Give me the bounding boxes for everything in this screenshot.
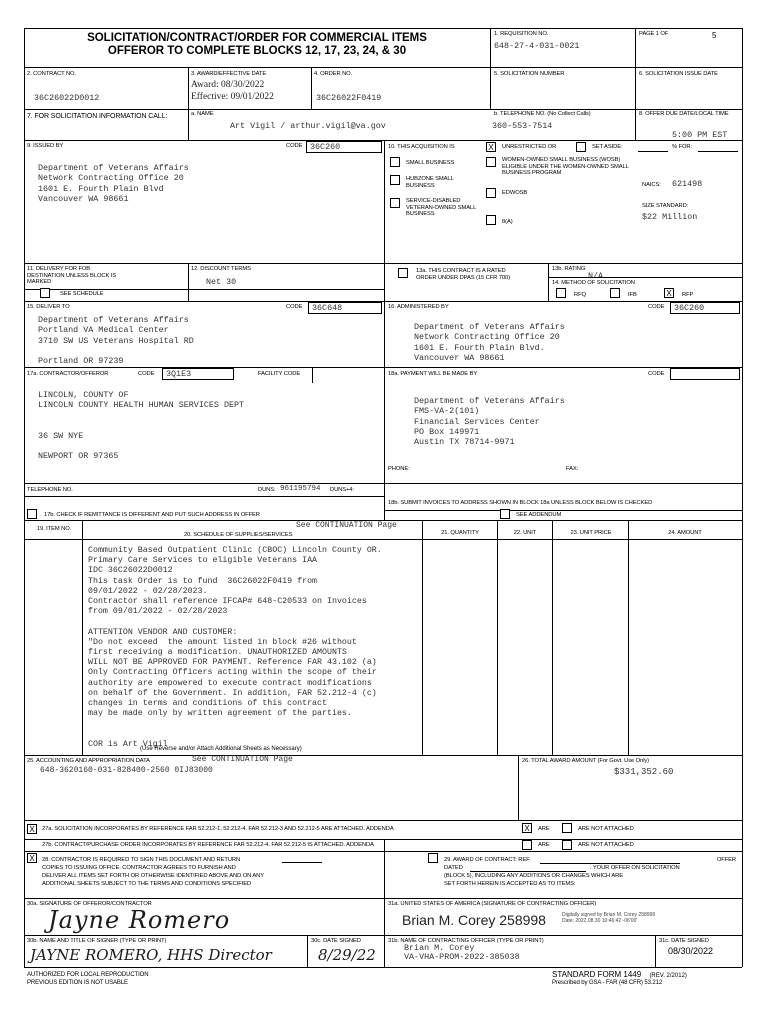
payment-fax-label: FAX: xyxy=(566,466,579,472)
address-line: Financial Services Center xyxy=(414,416,540,427)
form-title xyxy=(24,32,490,58)
setaside-label: SET ASIDE: xyxy=(592,144,623,150)
clause-28-text xyxy=(42,856,264,888)
clause-27b-text: 27b. CONTRACT/PURCHASE ORDER INCORPORATES BY REFERENCE FAR 52.212-4. FAR 52.212-5 IS ATTACHED. ADDENDA xyxy=(42,842,374,848)
27b-are-not-label: ARE NOT ATTACHED xyxy=(578,842,634,848)
address-line: NEWPORT OR 97365 xyxy=(38,450,119,461)
duns-plus-label: DUNS+4: xyxy=(330,487,354,493)
see-schedule-checkbox[interactable] xyxy=(40,288,50,298)
footer-form-number xyxy=(552,970,687,979)
address-line: FMS-VA-2(101) xyxy=(414,406,480,417)
hubzone-checkbox[interactable] xyxy=(390,175,400,185)
size-standard-label: SIZE STANDARD: xyxy=(642,203,689,209)
clause-27a-text: 27a. SOLICITATION INCORPORATES BY REFERENCE FAR 52.212-1, 52.212-4. FAR 52.212-3 AND 52.212-5 ARE ATTACHED. ADDENDA xyxy=(42,826,394,832)
address-line: Vancouver WA 98661 xyxy=(414,352,505,363)
clause-28-line: DELIVER ALL ITEMS SET FORTH OR OTHERWISE IDENTIFIED ABOVE AND ON ANY xyxy=(42,873,265,879)
page-total: 5 xyxy=(712,31,717,40)
sdvosb-checkbox[interactable] xyxy=(390,198,400,208)
clause-28-line: COPIES TO ISSUING OFFICE. CONTRACTOR AGREES TO FURNISH AND xyxy=(42,865,236,871)
duns-label: DUNS: xyxy=(258,487,276,493)
contractor-code-value: 3Q1E3 xyxy=(162,368,234,380)
form-title-line2: OFFEROR TO COMPLETE BLOCKS 12, 17, 23, 24, & 30 xyxy=(107,45,407,57)
footer-left xyxy=(27,971,149,987)
sdvosb-label: SERVICE-DISABLED VETERAN-OWNED SMALL BUSINESS xyxy=(406,198,477,218)
ifb-checkbox[interactable] xyxy=(610,288,620,298)
hubzone-label: HUBZONE SMALL BUSINESS xyxy=(406,176,454,189)
setaside-checkbox[interactable] xyxy=(576,142,586,152)
contract-no-label: 2. CONTRACT NO. xyxy=(27,71,76,77)
pct-for-label: % FOR: xyxy=(672,144,693,150)
deliver-code-value: 36C648 xyxy=(308,302,382,314)
address-line: Department of Veterans Affairs xyxy=(414,396,565,406)
officer-name-label: 31b. NAME OF CONTRACTING OFFICER (TYPE OR PRINT) xyxy=(388,938,544,944)
administered-by-address xyxy=(414,322,565,363)
info-call-label: 7. FOR SOLICITATION INFORMATION CALL: xyxy=(27,113,168,120)
address-line xyxy=(38,411,244,421)
issued-code-value: 36C260 xyxy=(306,141,382,153)
rfp-checkbox[interactable]: X xyxy=(664,288,674,298)
contractor-telephone-label: TELEPHONE NO. xyxy=(27,487,73,493)
addendum-label: SEE ADDENDUM xyxy=(516,512,562,518)
solicitation-number-label: 5. SOLICITATION NUMBER xyxy=(494,71,565,77)
amount-header: 24. AMOUNT xyxy=(668,530,702,536)
27b-are-not-checkbox[interactable] xyxy=(562,840,572,850)
acquisition-label: 10. THIS ACQUISITION IS xyxy=(388,144,455,150)
address-line xyxy=(38,346,194,356)
schedule-description: Community Based Outpatient Clinic (CBOC) Lincoln County OR. Primary Care Services to eligible Veterans IAA IDC 36C26022D0012 This task Order is to fund 36C26022F0419 from 09/01/2022 - 02/28/2023. Contractor shall reference IFCAP# 648-C20533 on Invoices from 09/01/2022 - 02/28/2023 ATTENTION VENDOR AND CUSTOMER: "Do not exceed the amount listed in block #26 without first receiving a modification. UNAUTHORIZED AMOUNTS WILL NOT BE APPROVED FOR PAYMENT. Reference FAR 43.102 (a) Only Contracting Officers acting within the scope of their authority are empowered to execute contract modifications on behalf of the Government. In addition, FAR 52.212-4 (c) changes in terms and conditions of this contract may be made only by written agreement of the parties. COR is Art Vigil xyxy=(88,546,382,749)
form-title-line1: SOLICITATION/CONTRACT/ORDER FOR COMMERCIAL ITEMS xyxy=(87,32,427,44)
duns-value: 961195794 xyxy=(280,485,321,493)
ifb-label: IFB xyxy=(628,292,637,298)
unit-header: 22. UNIT xyxy=(513,530,537,536)
signer-name-value: JAYNE ROMERO, HHS Director xyxy=(30,946,272,964)
contractor-address xyxy=(38,390,244,461)
payment-label: 18a. PAYMENT WILL BE MADE BY xyxy=(388,371,478,377)
date-signed-30c-label: 30c. DATE SIGNED xyxy=(311,938,361,944)
clause-27a-checkbox[interactable]: X xyxy=(27,824,37,834)
offeror-signature: Jayne Romero xyxy=(48,906,231,934)
payment-code-box xyxy=(670,368,740,380)
small-business-label: SMALL BUSINESS xyxy=(406,160,455,166)
page-label: PAGE 1 OF xyxy=(639,31,669,37)
deliver-to-label: 15. DELIVER TO xyxy=(27,304,70,310)
name-label: a. NAME xyxy=(191,111,214,117)
8a-checkbox[interactable] xyxy=(486,215,496,225)
issued-by-address xyxy=(38,163,189,204)
27b-are-label: ARE xyxy=(538,842,550,848)
address-line: Network Contracting Office 20 xyxy=(38,173,184,184)
addendum-checkbox[interactable] xyxy=(500,509,510,519)
27b-are-checkbox[interactable] xyxy=(522,840,532,850)
quantity-header: 21. QUANTITY xyxy=(441,530,479,536)
naics-label: NAICS: xyxy=(642,182,661,188)
clause-29-text xyxy=(444,856,740,888)
address-line xyxy=(38,441,244,451)
total-award-label: 26. TOTAL AWARD AMOUNT (For Govt. Use Only) xyxy=(522,758,650,764)
accounting-label: 25. ACCOUNTING AND APPROPRIATION DATA xyxy=(27,758,150,764)
clause-29-ref: 29. AWARD OF CONTRACT: REF. xyxy=(444,857,531,863)
address-line: Network Contracting Office 20 xyxy=(414,332,560,343)
date-signed-31c-value: 08/30/2022 xyxy=(668,946,714,956)
address-line: 1601 E. Fourth Plain Blvd. xyxy=(414,342,545,353)
officer-signature: Brian M. Corey 258998 xyxy=(402,912,546,928)
address-line: LINCOLN, COUNTY OF xyxy=(38,390,129,400)
submit-invoices-label: 18b. SUBMIT INVOICES TO ADDRESS SHOWN IN BLOCK 18a UNLESS BLOCK BELOW IS CHECKED xyxy=(388,500,653,506)
footer-line: AUTHORIZED FOR LOCAL REPRODUCTION xyxy=(27,972,149,978)
rating-value: N/A xyxy=(588,271,604,281)
date-signed-30c-value: 8/29/22 xyxy=(318,946,376,964)
accounting-value: 648-3620160-031-828400-2560 0IJ83000 xyxy=(40,766,213,775)
footer-form-name: STANDARD FORM 1449 xyxy=(552,970,642,979)
rated-order-label: 13a. THIS CONTRACT IS A RATED ORDER UNDER DPAS (15 CFR 700) xyxy=(416,268,510,281)
accounting-continuation: See CONTINUATION Page xyxy=(192,755,293,764)
wosb-checkbox[interactable] xyxy=(486,157,496,167)
clause-28-line: 28. CONTRACTOR IS REQUIRED TO SIGN THIS DOCUMENT AND RETURN xyxy=(42,857,241,863)
contract-no-value: 36C26022D0012 xyxy=(34,93,100,103)
officer-name-value xyxy=(404,944,520,962)
issued-code-label: CODE xyxy=(286,143,303,149)
admin-code-value: 36C260 xyxy=(670,302,740,314)
officer-name-line: VA-VHA-PROM-2022-385038 xyxy=(404,952,520,962)
requisition-label: 1. REQUISITION NO. xyxy=(494,31,549,37)
remittance-label: 17b. CHECK IF REMITTANCE IS DIFFERENT AND PUT SUCH ADDRESS IN OFFER xyxy=(44,512,260,518)
payment-phone-label: PHONE: xyxy=(388,466,410,472)
small-business-checkbox[interactable] xyxy=(390,157,400,167)
signature-31a-label: 31a. UNITED STATES OF AMERICA (SIGNATURE OF CONTRACTING OFFICER) xyxy=(388,901,597,907)
telephone-label: b. TELEPHONE NO. (No Collect Calls) xyxy=(494,111,591,117)
signature-30a-label: 30a. SIGNATURE OF OFFEROR/CONTRACTOR xyxy=(27,901,152,907)
address-line: Department of Veterans Affairs xyxy=(414,322,565,332)
deliver-code-label: CODE xyxy=(286,304,303,310)
delivery-fob-label: 11. DELIVERY FOR FOB DESTINATION UNLESS BLOCK IS MARKED xyxy=(27,266,116,286)
unrestricted-checkbox[interactable]: X xyxy=(486,142,496,152)
address-line: 36 SW NYE xyxy=(38,430,84,441)
offer-due-label: 8. OFFER DUE DATE/LOCAL TIME xyxy=(639,111,729,117)
edwosb-label: EDWOSB xyxy=(502,190,528,196)
facility-code-label: FACILITY CODE xyxy=(258,371,301,377)
address-line: Austin TX 78714-9971 xyxy=(414,437,515,447)
clause-29-line: SET FORTH HEREIN IS ACCEPTED AS TO ITEMS: xyxy=(444,881,576,887)
address-line xyxy=(38,421,244,431)
reverse-note: (Use Reverse and/or Attach Additional Sheets as Necessary) xyxy=(140,746,302,752)
8a-label: 8(A) xyxy=(502,219,513,225)
issued-by-label: 9. ISSUED BY xyxy=(27,143,64,149)
discount-terms-label: 12. DISCOUNT TERMS xyxy=(191,266,251,272)
item-no-header: 19. ITEM NO. xyxy=(36,526,72,532)
contractor-label: 17a. CONTRACTOR/OFFEROR xyxy=(27,371,109,377)
effective-date-value: Effective: 09/01/2022 xyxy=(191,92,274,102)
rfq-label: RFQ xyxy=(574,292,586,298)
address-line: LINCOLN COUNTY HEALTH HUMAN SERVICES DEPT xyxy=(38,400,245,411)
address-line: 1601 E. Fourth Plain Blvd xyxy=(38,183,164,194)
payment-code-label: CODE xyxy=(648,371,665,377)
officer-name-line: Brian M. Corey xyxy=(404,943,475,953)
award-date-label: 3. AWARD/EFFECTIVE DATE xyxy=(191,71,267,77)
supplies-header: 20. SCHEDULE OF SUPPLIES/SERVICES xyxy=(184,532,293,538)
size-standard-value: $22 Million xyxy=(642,212,698,222)
administered-by-label: 16. ADMINISTERED BY xyxy=(388,304,449,310)
address-line: Department of Veterans Affairs xyxy=(38,315,189,325)
clause-28-line: ADDITIONAL SHEETS SUBJECT TO THE TERMS AND CONDITIONS SPECIFIED xyxy=(42,881,252,887)
27a-are-not-checkbox[interactable] xyxy=(562,823,572,833)
27a-are-not-label: ARE NOT ATTACHED xyxy=(578,826,634,832)
address-line: 3710 SW US Veterans Hospital RD xyxy=(38,335,194,346)
contractor-code-label: CODE xyxy=(138,371,155,377)
edwosb-checkbox[interactable] xyxy=(486,188,496,198)
remittance-checkbox[interactable] xyxy=(27,509,37,519)
clause-29-your: . YOUR OFFER ON SOLICITATION xyxy=(590,865,680,871)
digital-signature-line: Digitally signed by Brian M. Corey 258998 xyxy=(562,912,656,918)
footer-prescribed: Prescribed by GSA - FAR (48 CFR) 53.212 xyxy=(552,980,663,986)
clause-29-dated: DATED xyxy=(444,865,463,871)
wosb-label: WOMEN-OWNED SMALL BUSINESS (WOSB) ELIGIBLE UNDER THE WOMEN-OWNED SMALL BUSINESS PROGRAM xyxy=(502,157,629,177)
supplies-continuation: See CONTINUATION Page xyxy=(296,521,397,530)
see-schedule-label: SEE SCHEDULE xyxy=(60,291,104,297)
order-no-label: 4. ORDER NO. xyxy=(314,71,353,77)
footer-line: PREVIOUS EDITION IS NOT USABLE xyxy=(27,980,128,986)
admin-code-label: CODE xyxy=(648,304,665,310)
name-value: Art Vigil / arthur.vigil@va.gov xyxy=(230,121,386,131)
deliver-to-address xyxy=(38,315,194,366)
method-label: 14. METHOD OF SOLICITATION xyxy=(552,280,635,286)
offer-due-value: 5:00 PM EST xyxy=(672,130,728,140)
address-line: PO Box 149971 xyxy=(414,426,480,437)
naics-value: 621498 xyxy=(672,179,703,189)
unrestricted-label: UNRESTRICTED OR xyxy=(502,144,557,150)
rating-label: 13b. RATING xyxy=(552,266,586,272)
address-line: Portland OR 97239 xyxy=(38,355,124,366)
rfp-label: RFP xyxy=(682,292,694,298)
clause-29-line: (BLOCK 5), INCLUDING ANY ADDITIONS OR CHANGES WHICH ARE xyxy=(444,873,623,879)
requisition-value: 648-27-4-031-0021 xyxy=(494,41,580,51)
address-line: Vancouver WA 98661 xyxy=(38,193,129,204)
rfq-checkbox[interactable] xyxy=(556,288,566,298)
telephone-value: 360-553-7514 xyxy=(492,121,553,131)
unit-price-header: 23. UNIT PRICE xyxy=(570,530,612,536)
clause-28-checkbox[interactable]: X xyxy=(27,853,37,863)
digital-signature-note xyxy=(562,912,655,924)
award-date-value: Award: 08/30/2022 xyxy=(191,80,265,90)
footer-form-rev: (REV. 2/2012) xyxy=(649,973,687,979)
clause-29-offer: OFFER xyxy=(716,857,736,863)
order-no-value: 36C26022F0419 xyxy=(316,93,382,103)
address-line: Department of Veterans Affairs xyxy=(38,163,189,173)
payment-address xyxy=(414,396,565,447)
clause-29-checkbox[interactable] xyxy=(428,853,438,863)
address-line: Portland VA Medical Center xyxy=(38,325,169,336)
date-signed-31c-label: 31c. DATE SIGNED xyxy=(659,938,709,944)
digital-signature-line: Date: 2022.08.30 10:46:42 -06'00' xyxy=(562,918,638,924)
total-award-value: $331,352.60 xyxy=(614,767,674,777)
discount-terms-value: Net 30 xyxy=(206,277,237,287)
rated-order-checkbox[interactable] xyxy=(398,268,408,278)
solicitation-date-label: 6. SOLICITATION ISSUE DATE xyxy=(639,71,718,77)
27a-are-checkbox[interactable]: X xyxy=(522,823,532,833)
signer-name-label: 30b. NAME AND TITLE OF SIGNER (TYPE OR PRINT) xyxy=(27,938,167,944)
27a-are-label: ARE xyxy=(538,826,550,832)
